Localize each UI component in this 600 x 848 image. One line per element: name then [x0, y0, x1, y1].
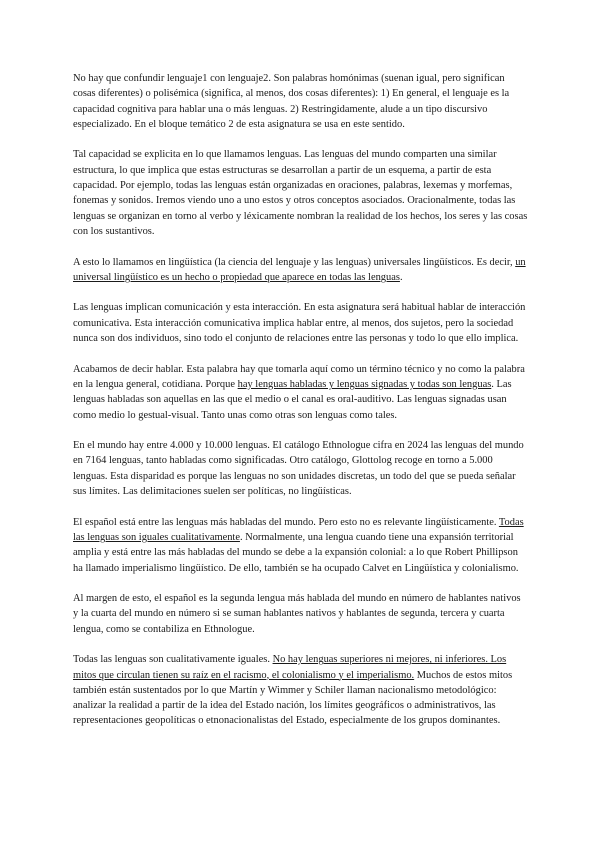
paragraph-8-text: Al margen de esto, el español es la segunda lengua más hablada del mundo en número de hablantes nativos y la cuarta del mundo en número si se suman hablantes nativos y hablantes de segunda, tercera y cuarta lengua, como se contabiliza en Ethnologue. — [73, 593, 521, 635]
paragraph-2 — [73, 147, 528, 239]
paragraph-6 — [73, 438, 528, 499]
paragraph-1-text: No hay que confundir lenguaje1 con lenguaje2. Son palabras homónimas (suenan igual, pero significan cosas diferentes) o polisémica (significa, al menos, dos cosas diferentes): 1) En general, el lenguaje es la capacidad cognitiva para hablar una o más lenguas. 2) Restringidamente, alude a un tipo discursivo especializado. En el bloque temático 2 de esta asignatura se usa en este sentido. — [73, 73, 510, 130]
paragraph-4-text: Las lenguas implican comunicación y esta interacción. En esta asignatura será habitual hablar de interacción comunicativa. Esta interacción comunicativa implica hablar entre, al menos, dos sujetos, pero la sociedad nunca son dos individuos, sino todo el conjunto de relaciones entre las personas y todo lo que ello implica. — [73, 302, 526, 345]
underlined-statement: Todas las lenguas son iguales cualitativamente — [73, 516, 524, 543]
paragraph-4 — [73, 300, 528, 346]
underlined-statement: No hay lenguas superiores ni mejores, ni inferiores. Los mitos que circulan tienen su raíz en el racismo, el colonialismo y el imperialismo. — [73, 654, 507, 681]
underlined-definition: un universal lingüístico es un hecho o propiedad que aparece en todas las lenguas — [73, 256, 526, 283]
paragraph-1 — [73, 71, 528, 132]
paragraph-9-end: Muchos de estos mitos también están sustentados por lo que Martín y Wimmer y Schiler llaman nacionalismo metodológico: analizar la realidad a partir de la idea del Estado nación, los límites geográficos o administrativos, las representaciones geopolíticas o etnonacionalistas del Estado, especialmente de los grupos dominantes. — [73, 669, 513, 727]
paragraph-3-end: . — [399, 271, 403, 283]
paragraph-7-end: . Normalmente, una lengua cuando tiene una expansión territorial amplia y está entre las más habladas del mundo se debe a la expansión colonial: a lo que Robert Phillipson ha llamado imperialismo lingüístico. De ello, también se ha ocupado Calvet en Lingüística y colonialismo. — [73, 531, 519, 574]
paragraph-9-text: Todas las lenguas son cualitativamente iguales. — [73, 654, 273, 666]
paragraph-7-text: El español está entre las lenguas más habladas del mundo. Pero esto no es relevante lingüísticamente. — [73, 516, 499, 528]
paragraph-8 — [73, 591, 528, 637]
paragraph-6-text: En el mundo hay entre 4.000 y 10.000 lenguas. El catálogo Ethnologue cifra en 2024 las lenguas del mundo en 7164 lenguas, tanto habladas como significadas. Otro catálogo, Glottolog recoge en torno a 5.000 lenguas. Esta disparidad es porque las lenguas no son unidades discretas, un todo del que se pueda señalar sus límites. Las delimitaciones suelen ser políticas, no lingüísticas. — [73, 440, 524, 498]
paragraph-2-text: Tal capacidad se explicita en lo que llamamos lenguas. Las lenguas del mundo comparten una similar estructura, lo que implica que estas estructuras se desarrollan a partir de un esquema, a partir de esta capacidad. Por ejemplo, todas las lenguas están organizadas en oraciones, palabras, lexemas y morfemas, fonemas y sonidos. Iremos viendo uno a uno estos y otros conceptos asociados. Oracionalmente, todas las lenguas se organizan en torno al verbo y léxicamente nombran la realidad de los hechos, los seres y las cosas con los sustantivos. — [73, 149, 528, 237]
paragraph-5-text: Acabamos de decir hablar. Esta palabra hay que tomarla aquí como un término técnico y no como la palabra en la lengua general, cotidiana. Porque — [73, 363, 525, 390]
paragraph-5 — [73, 362, 528, 423]
paragraph-3 — [73, 255, 528, 286]
paragraph-3-text: A esto lo llamamos en lingüística (la ciencia del lenguaje y las lenguas) universales lingüísticos. Es decir, — [73, 256, 516, 268]
paragraph-9 — [73, 652, 528, 728]
paragraph-7 — [73, 515, 528, 576]
paragraph-5-end: . Las lenguas habladas son aquellas en las que el medio o el canal es oral-auditivo. Las lenguas signadas usan como medio lo gestual-visual. Tanto unas como otras son lenguas como tales. — [73, 378, 512, 421]
underlined-statement: hay lenguas habladas y lenguas signadas y todas son lenguas — [237, 378, 492, 390]
